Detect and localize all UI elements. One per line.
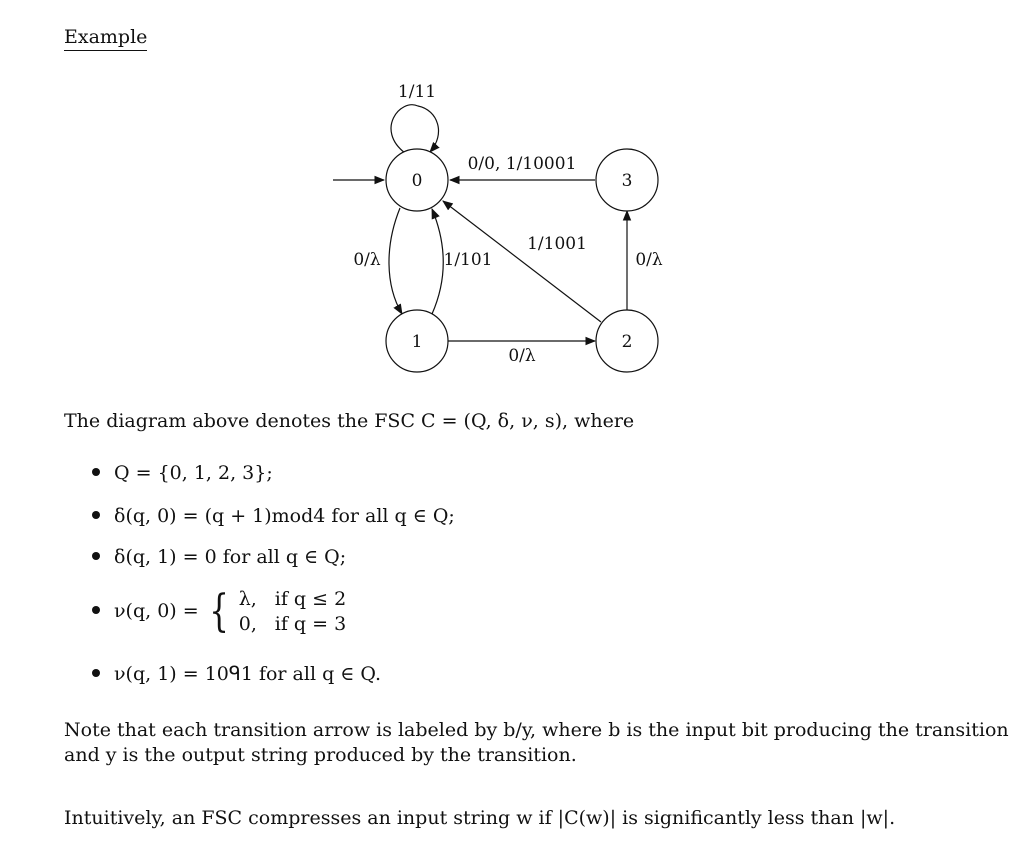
intro-text: The diagram above denotes the FSC C = (Q, δ, ν, s), where	[64, 410, 635, 432]
bullet-dot	[92, 606, 100, 614]
edge-0-to-1	[389, 208, 402, 314]
bullet-text: ν(q, 1) = 10ᑫ1 for all q ∈ Q.	[114, 663, 382, 685]
bullet-text: δ(q, 0) = (q + 1)mod4 for all q ∈ Q;	[114, 505, 455, 527]
bullet-dot	[92, 552, 100, 560]
state-2	[596, 310, 658, 372]
self-loop-0	[391, 105, 438, 153]
label-edge-2-to-0: 1/1001	[527, 234, 587, 254]
example-heading: Example	[64, 26, 147, 51]
note-line-2: and y is the output string produced by the transition.	[64, 744, 577, 766]
bullet-text: δ(q, 1) = 0 for all q ∈ Q;	[114, 546, 347, 568]
state-2-label: 2	[621, 332, 633, 352]
list-item	[92, 546, 346, 568]
list-item	[92, 587, 346, 637]
list-item	[92, 462, 273, 484]
state-1-label: 1	[411, 332, 423, 352]
note-line-1: Note that each transition arrow is labeled by b/y, where b is the input bit producing the transition	[64, 719, 1009, 741]
final-paragraph: Intuitively, an FSC compresses an input string w if |C(w)| is significantly less than |w|.	[64, 807, 896, 829]
label-edge-2-to-3: 0/λ	[635, 250, 663, 270]
left-brace: {	[208, 586, 229, 637]
bullet-dot	[92, 511, 100, 519]
label-edge-1-to-2: 0/λ	[508, 346, 536, 366]
state-1	[386, 310, 448, 372]
case-row: λ, if q ≤ 2	[238, 588, 347, 610]
bullet-text: ν(q, 0) =	[114, 600, 199, 622]
list-item	[92, 663, 381, 685]
state-3	[596, 149, 658, 211]
fsc-state-diagram	[0, 0, 1024, 400]
state-0	[386, 149, 448, 211]
bullet-dot	[92, 669, 100, 677]
state-3-label: 3	[621, 171, 633, 191]
label-edge-1-to-0: 1/101	[443, 250, 493, 270]
label-self-loop-0: 1/11	[397, 82, 437, 102]
note-paragraph	[64, 718, 1009, 768]
bullet-text: Q = {0, 1, 2, 3};	[114, 462, 273, 484]
bullet-dot	[92, 468, 100, 476]
edge-1-to-0	[432, 209, 443, 314]
case-row: 0, if q = 3	[238, 613, 347, 635]
piecewise-cases	[205, 587, 346, 637]
label-edge-3-to-0: 0/0, 1/10001	[467, 154, 577, 174]
state-0-label: 0	[411, 171, 423, 191]
label-edge-0-to-1: 0/λ	[353, 250, 381, 270]
list-item	[92, 505, 455, 527]
